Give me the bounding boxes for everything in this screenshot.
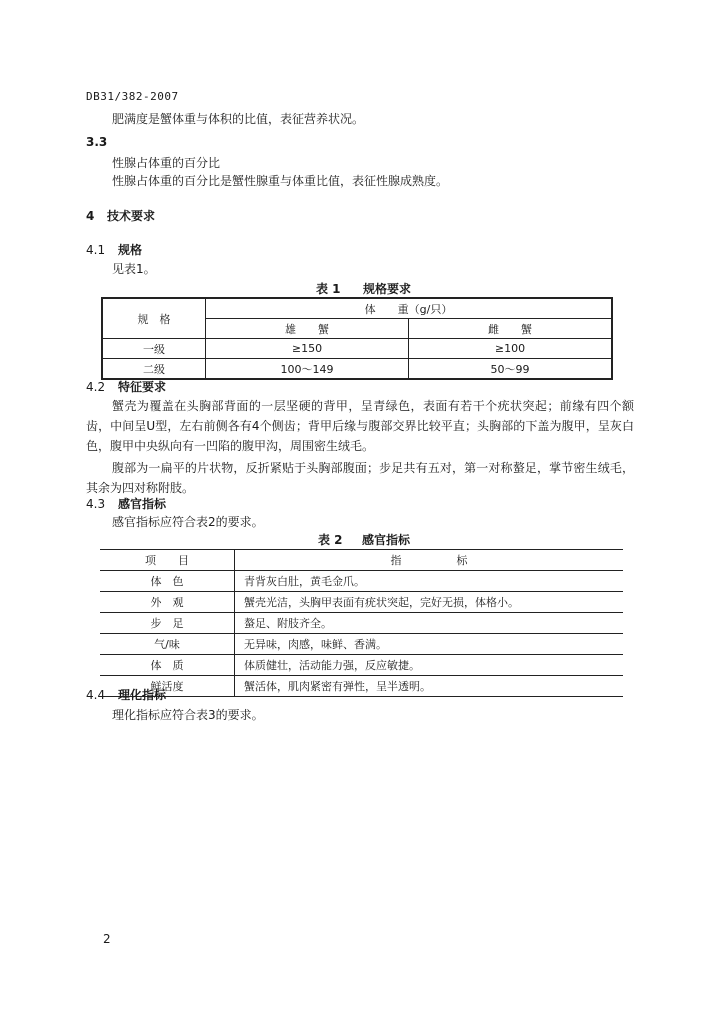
- section-4-3-title: 感官指标: [118, 497, 167, 511]
- section-4-2-title: 特征要求: [118, 380, 167, 394]
- table-2-cell-spec: 蟹壳光洁，头胸甲表面有疣状突起，完好无损，体格小。: [235, 592, 624, 613]
- table-2-caption-number: 表 2: [318, 533, 343, 547]
- section-4-4-number: 4.4: [86, 688, 106, 702]
- section-4-4-text: 理化指标应符合表3的要求。: [112, 708, 264, 722]
- section-4-2-number: 4.2: [86, 380, 106, 394]
- table-2-cell-spec: 蟹活体，肌肉紧密有弹性，呈半透明。: [235, 676, 624, 697]
- table-2-header-item: 项 目: [100, 550, 235, 571]
- table-row: [100, 571, 623, 592]
- table-2-cell-item: 鲜活度: [100, 676, 235, 697]
- section-4-1-text: 见表1。: [112, 262, 156, 276]
- table-row: [100, 676, 623, 697]
- section-4-title: 技术要求: [107, 209, 156, 223]
- section-4-1-number: 4.1: [86, 243, 106, 257]
- table-1-cell-female: ≥100: [409, 339, 613, 359]
- table-2-caption-title: 感官指标: [362, 533, 411, 547]
- table-row: [100, 613, 623, 634]
- section-4-number: 4: [86, 209, 95, 223]
- fullness-definition: 肥满度是蟹体重与体积的比值，表征营养状况。: [112, 112, 365, 126]
- table-row: [102, 359, 612, 380]
- table-2-cell-spec: 青背灰白肚，黄毛金爪。: [235, 571, 624, 592]
- table-1-spec: [101, 297, 613, 380]
- table-2-cell-item: 外 观: [100, 592, 235, 613]
- section-3-3-title: 性腺占体重的百分比: [112, 156, 221, 170]
- table-1-cell-female: 50～99: [409, 359, 613, 380]
- doc-code-header: DB31/382-2007: [86, 90, 179, 103]
- table-1-header-female: 雌 蟹: [409, 319, 613, 339]
- table-1-cell-grade: 一级: [102, 339, 206, 359]
- table-1-cell-grade: 二级: [102, 359, 206, 380]
- section-4-1-title: 规格: [118, 243, 143, 257]
- table-1-header-weight: 体 重（g/只）: [206, 298, 613, 319]
- section-4-3-number: 4.3: [86, 497, 106, 511]
- table-2-cell-spec: 体质健壮，活动能力强，反应敏捷。: [235, 655, 624, 676]
- table-row: [100, 655, 623, 676]
- table-2-cell-spec: 螯足、附肢齐全。: [235, 613, 624, 634]
- table-row: [100, 592, 623, 613]
- table-2-cell-spec: 无异味，肉感，味鲜、香满。: [235, 634, 624, 655]
- section-4-3-text: 感官指标应符合表2的要求。: [112, 515, 264, 529]
- section-4-4-title: 理化指标: [118, 688, 167, 702]
- table-2-cell-item: 步 足: [100, 613, 235, 634]
- table-2-cell-item: 气/味: [100, 634, 235, 655]
- section-4-2-paragraph-2: 腹部为一扁平的片状物，反折紧贴于头胸部腹面；步足共有五对，第一对称螯足，掌节密生绒毛，其余为四对称附肢。: [86, 461, 634, 495]
- table-row: [102, 339, 612, 359]
- table-row: [100, 634, 623, 655]
- section-3-3-number: 3.3: [86, 135, 108, 149]
- section-3-3-definition: 性腺占体重的百分比是蟹性腺重与体重比值，表征性腺成熟度。: [112, 174, 449, 188]
- table-1-caption-title: 规格要求: [363, 282, 412, 296]
- table-1-caption-number: 表 1: [316, 282, 341, 296]
- table-2-sensory: [100, 549, 623, 697]
- table-2-header-spec: 指 标: [235, 550, 624, 571]
- page-number: 2: [103, 932, 111, 946]
- table-2-cell-item: 体 色: [100, 571, 235, 592]
- table-1-cell-male: 100～149: [206, 359, 409, 380]
- table-1-cell-male: ≥150: [206, 339, 409, 359]
- table-1-header-male: 雄 蟹: [206, 319, 409, 339]
- section-4-2-paragraph-1: 蟹壳为覆盖在头胸部背面的一层坚硬的背甲，呈青绿色，表面有若干个疣状突起；前缘有四个额齿，中间呈U型，左右前侧各有4个侧齿；背甲后缘与腹部交界比较平直；头胸部的下盖为腹甲，呈灰白色，腹甲中央纵向有一凹陷的腹甲沟，周围密生绒毛。: [86, 399, 634, 453]
- table-2-cell-item: 体 质: [100, 655, 235, 676]
- table-1-header-grade: 规 格: [102, 298, 206, 339]
